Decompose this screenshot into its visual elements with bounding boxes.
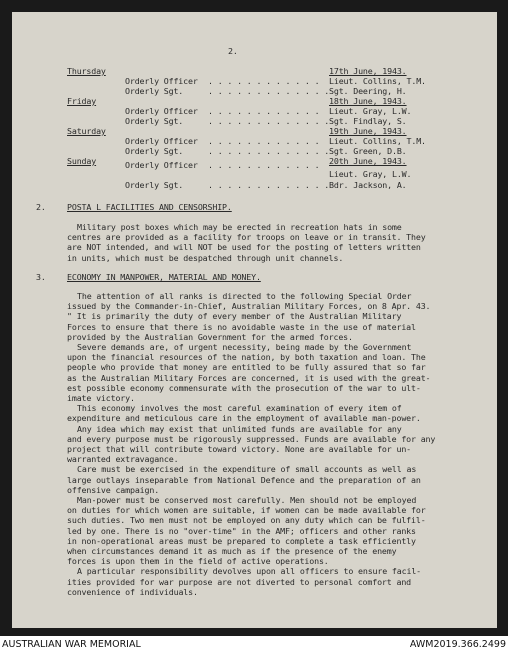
roster-name: Lieut. Gray, L.W. — [329, 106, 412, 116]
text-line: Severe demands are, of urgent necessity, being made by the Government — [77, 342, 412, 353]
text-line: upon the financial resources of the nation, by both taxation and loan. The — [67, 352, 426, 363]
section-body — [67, 291, 492, 597]
document-page — [12, 12, 497, 628]
roster-name: Sgt. Deering, H. — [329, 86, 407, 96]
archive-footer — [0, 638, 508, 653]
text-line: warranted extravagance. — [67, 454, 179, 465]
roster-date: 19th June, 1943. — [329, 126, 407, 136]
text-line: Any idea which may exist that unlimited funds are available for any — [77, 423, 402, 434]
text-line: as the Australian Military Forces are concerned, it is used with the great- — [67, 372, 431, 383]
roster-day: Thursday — [67, 66, 106, 76]
text-line: issued by the Commander-in-Chief, Australian Military Forces, on 8 Apr. 43. — [67, 301, 431, 312]
text-line: Military post boxes which may be erected in recreation hats in some — [77, 222, 402, 232]
roster-duty: Orderly Sgt. — [125, 86, 184, 96]
roster-dots: . . . . . . . . . . . . . — [208, 146, 330, 156]
text-line: such duties. Two men must not be employed on any duty which can be fulfil- — [67, 515, 426, 526]
roster-duty: Orderly Officer — [125, 106, 198, 116]
text-line: and every purpose must be rigorously suppressed. Funds are available for any — [67, 433, 436, 444]
text-line: offensive campaign. — [67, 484, 160, 495]
text-line: led by one. There is no "over-time" in the AMF; officers and other ranks — [67, 525, 416, 536]
text-line: This economy involves the most careful examination of every item of — [77, 403, 402, 414]
roster-day: Friday — [67, 96, 97, 106]
section-body — [67, 222, 492, 263]
roster-duty: Orderly Officer — [125, 160, 198, 170]
roster-day: Saturday — [67, 126, 106, 136]
text-line: project that will contribute toward victory. None are available for un- — [67, 444, 412, 455]
text-line: when circumstances demand it as much as if the presence of the enemy — [67, 546, 397, 557]
roster-dots: . . . . . . . . . . . . — [208, 76, 320, 86]
roster-date: 18th June, 1943. — [329, 96, 407, 106]
roster-name: Bdr. Jackson, A. — [329, 180, 407, 190]
roster-name: Lieut. Gray, L.W. — [329, 169, 412, 179]
roster-dots: . . . . . . . . . . . . — [208, 106, 320, 116]
roster-duty: Orderly Sgt. — [125, 146, 184, 156]
roster-name: Sgt. Green, D.B. — [329, 146, 407, 156]
roster-duty: Orderly Officer — [125, 76, 198, 86]
text-line: Forces to ensure that there is no avoidable waste in the use of material — [67, 321, 416, 332]
text-line: imate victory. — [67, 393, 135, 404]
text-line: Care must be exercised in the expenditure of small accounts as well as — [77, 464, 417, 475]
text-line: provided by the Australian Government for the armed forces. — [67, 331, 353, 342]
roster-duty: Orderly Sgt. — [125, 116, 184, 126]
roster-duty: Orderly Officer — [125, 136, 198, 146]
text-line: A particular responsibility devolves upon all officers to ensure facil- — [77, 566, 422, 577]
roster-duty: Orderly Sgt. — [125, 180, 184, 190]
text-line: Man-power must be conserved most carefully. Men should not be employed — [77, 495, 417, 506]
roster-name: Lieut. Collins, T.M. — [329, 136, 426, 146]
section-number: 3. — [36, 272, 46, 282]
text-line: large outlays inseparable from National Defence and the preparation of an — [67, 474, 421, 485]
text-line: are NOT intended, and will NOT be used for the posting of letters written — [67, 242, 421, 253]
text-line: expenditure and meticulous care in the employment of available man-power. — [67, 413, 421, 424]
section-heading: POSTA L FACILITIES AND CENSORSHIP. — [67, 202, 232, 212]
roster-dots: . . . . . . . . . . . . . — [208, 180, 330, 190]
roster-name: Lieut. Collins, T.M. — [329, 76, 426, 86]
roster-date: 17th June, 1943. — [329, 66, 407, 76]
page-number: 2. — [228, 46, 238, 56]
text-line: people who provide that money are entitled to be fully assured that so far — [67, 362, 426, 373]
roster-name: Sgt. Findlay, S. — [329, 116, 407, 126]
section-number: 2. — [36, 202, 46, 212]
roster-day: Sunday — [67, 156, 97, 166]
roster-dots: . . . . . . . . . . . . . — [208, 116, 330, 126]
text-line: on duties for which women are suitable, if women can be made available for — [67, 505, 426, 516]
text-line: ities provided for war purpose are not diverted to personal comfort and — [67, 576, 412, 587]
roster-date: 20th June, 1943. — [329, 156, 407, 166]
text-line: centres are provided as a facility for troops on leave or in transit. They — [67, 232, 426, 243]
text-line: in non-operational areas must be prepared to complete a task efficiently — [67, 535, 416, 546]
roster-dots: . . . . . . . . . . . . — [208, 136, 320, 146]
text-line: The attention of all ranks is directed to the following Special Order — [77, 291, 412, 301]
roster-dots: . . . . . . . . . . . . — [208, 160, 320, 170]
text-line: convenience of individuals. — [67, 586, 198, 597]
text-line: est possible economy commensurate with the prosecution of the war to ult- — [67, 382, 421, 393]
text-line: forces is upon them in the field of active operations. — [67, 556, 329, 567]
text-line: in units, which must be despatched through unit channels. — [67, 252, 344, 263]
text-line: " It is primarily the duty of every member of the Australian Military — [67, 311, 402, 322]
archive-reference: AWM2019.366.2499 — [409, 639, 506, 650]
section-heading: ECONOMY IN MANPOWER, MATERIAL AND MONEY. — [67, 272, 261, 282]
roster-dots: . . . . . . . . . . . . . — [208, 86, 330, 96]
archive-name: AUSTRALIAN WAR MEMORIAL — [2, 639, 141, 650]
